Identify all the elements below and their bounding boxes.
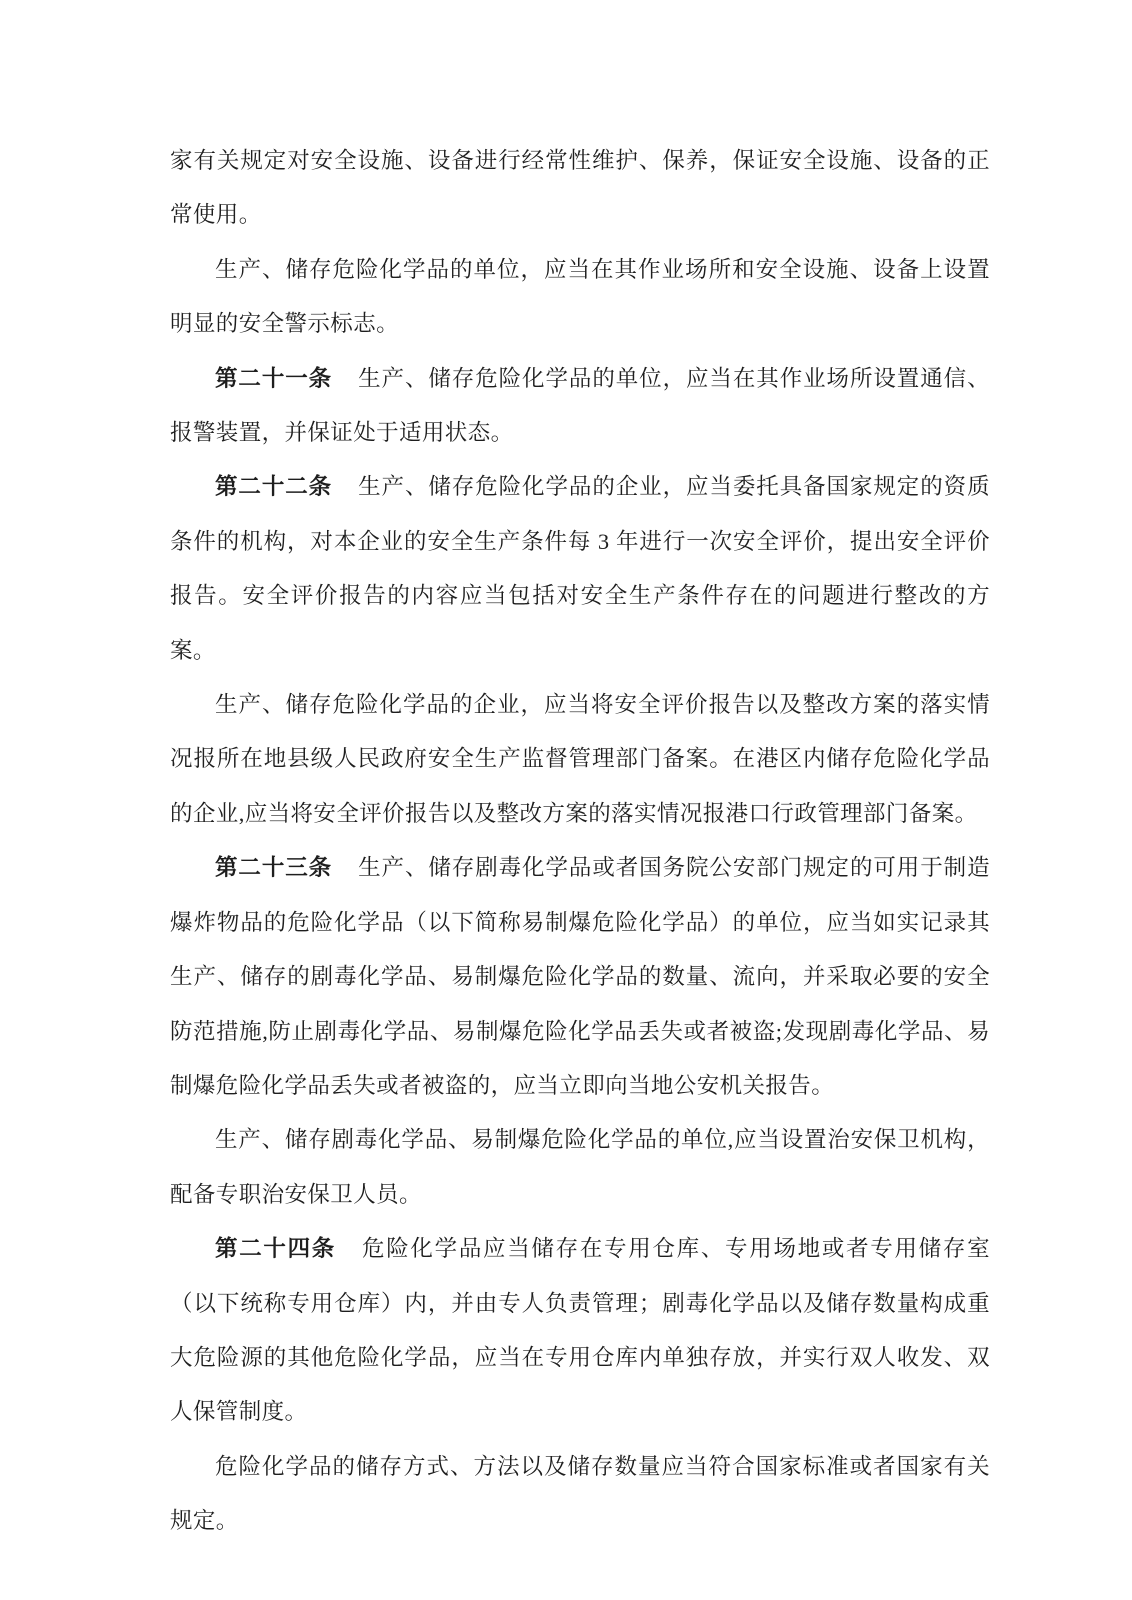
article-number: 第二十四条 [215,1236,337,1262]
paragraph [170,678,990,841]
article-number: 第二十三条 [215,855,333,881]
document-text-body [170,134,990,1549]
paragraph [170,1440,990,1549]
paragraph-text: 危险化学品的储存方式、方法以及储存数量应当符合国家标准或者国家有关规定。 [170,1453,990,1534]
paragraph-text: 生产、储存危险化学品的单位，应当在其作业场所设置通信、报警装置，并保证处于适用状态。 [170,365,990,446]
article-number: 第二十一条 [215,365,333,391]
paragraph [170,841,990,1113]
paragraph [170,1113,990,1222]
paragraph [170,1222,990,1440]
paragraph-text: 生产、储存剧毒化学品或者国务院公安部门规定的可用于制造爆炸物品的危险化学品（以下简称易制爆危险化学品）的单位，应当如实记录其生产、储存的剧毒化学品、易制爆危险化学品的数量、流向，并采取必要的安全防范措施,防止剧毒化学品、易制爆危险化学品丢失或者被盗;发现剧毒化学品、易制爆危险化学品丢失或者被盗的，应当立即向当地公安机关报告。 [170,855,990,1098]
paragraph [170,243,990,352]
paragraph [170,352,990,461]
paragraph-text: 生产、储存危险化学品的单位，应当在其作业场所和安全设施、设备上设置明显的安全警示标志。 [170,256,990,337]
paragraph-text: 生产、储存危险化学品的企业，应当委托具备国家规定的资质条件的机构，对本企业的安全生产条件每 3 年进行一次安全评价，提出安全评价报告。安全评价报告的内容应当包括对安全生产条件存在的问题进行整改的方案。 [170,474,990,663]
paragraph [170,134,990,243]
paragraph-text: 生产、储存剧毒化学品、易制爆危险化学品的单位,应当设置治安保卫机构，配备专职治安保卫人员。 [170,1127,990,1207]
paragraph-text: 生产、储存危险化学品的企业，应当将安全评价报告以及整改方案的落实情况报所在地县级人民政府安全生产监督管理部门备案。在港区内储存危险化学品的企业,应当将安全评价报告以及整改方案的落实情况报港口行政管理部门备案。 [170,692,990,826]
paragraph-text: 危险化学品应当储存在专用仓库、专用场地或者专用储存室（以下统称专用仓库）内，并由专人负责管理；剧毒化学品以及储存数量构成重大危险源的其他危险化学品，应当在专用仓库内单独存放，并实行双人收发、双人保管制度。 [170,1236,990,1425]
paragraph-text: 家有关规定对安全设施、设备进行经常性维护、保养，保证安全设施、设备的正常使用。 [170,148,990,228]
article-number: 第二十二条 [215,474,333,500]
paragraph [170,460,990,678]
